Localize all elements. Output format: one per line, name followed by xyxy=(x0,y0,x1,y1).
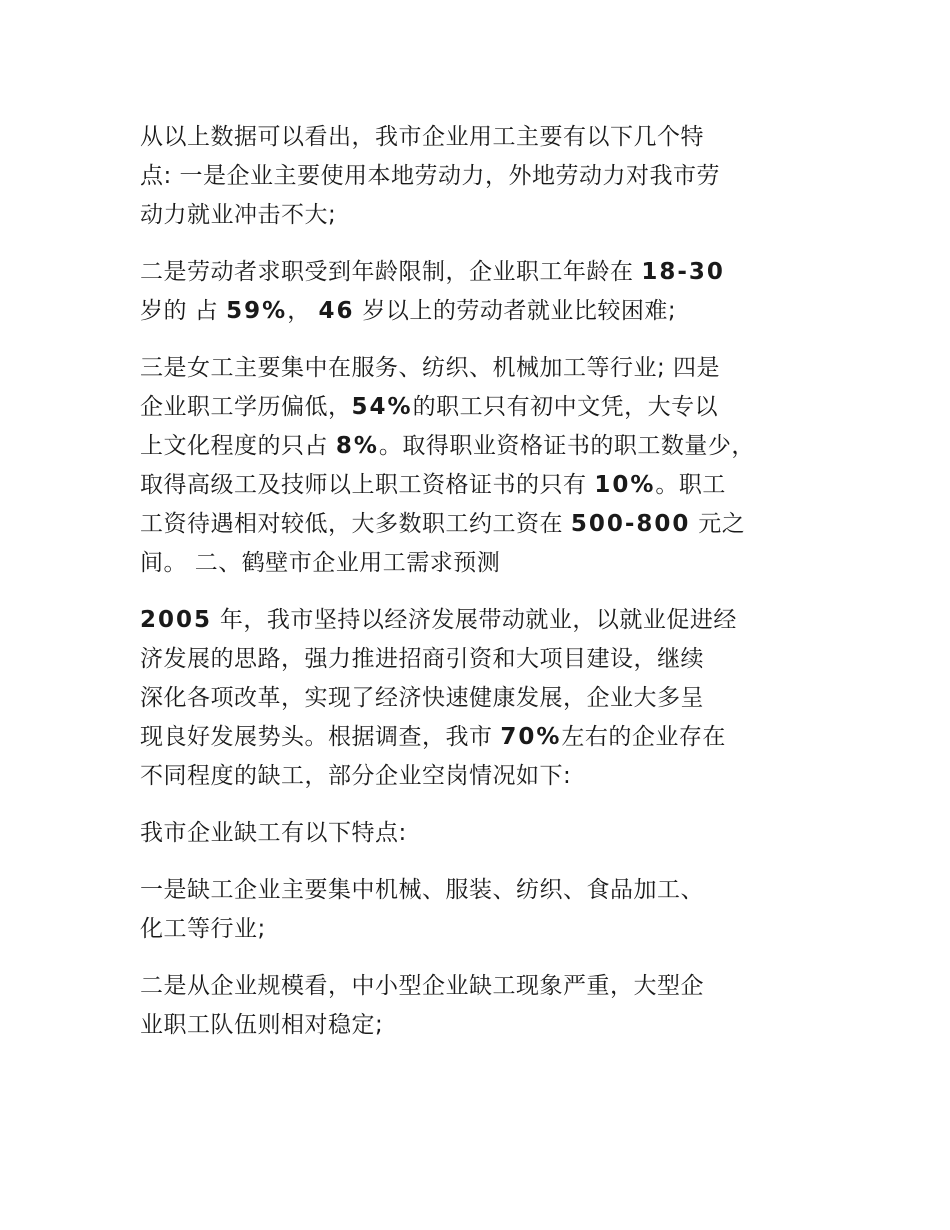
text-run: 岁的 占 xyxy=(140,298,227,324)
text-line xyxy=(140,967,840,1006)
bold-number: 8% xyxy=(335,433,379,459)
text-run: 我市企业缺工有以下特点: xyxy=(140,820,407,846)
text-run: 业职工队伍则相对稳定; xyxy=(140,1012,384,1038)
text-run: 工资待遇相对较低，大多数职工约工资在 xyxy=(140,511,571,537)
document-page xyxy=(140,118,840,1063)
text-run: 。取得职业资格证书的职工数量少， xyxy=(378,433,755,459)
text-line xyxy=(140,910,840,949)
text-line xyxy=(140,544,840,583)
text-run: 企业职工学历偏低， xyxy=(140,394,352,420)
text-run: ， xyxy=(287,298,319,324)
text-run: 化工等行业; xyxy=(140,916,266,942)
text-run: 二是从企业规模看，中小型企业缺工现象严重，大型企 xyxy=(140,973,704,999)
paragraph xyxy=(140,967,840,1045)
text-line xyxy=(140,196,840,235)
text-run: 动力就业冲击不大; xyxy=(140,202,337,228)
text-line xyxy=(140,292,840,331)
text-run: 间。 二、鹤壁市企业用工需求预测 xyxy=(140,550,501,576)
text-line xyxy=(140,601,840,640)
text-line xyxy=(140,505,840,544)
text-line xyxy=(140,427,840,466)
bold-number: 10% xyxy=(594,472,656,498)
text-line xyxy=(140,388,840,427)
text-run: 岁以上的劳动者就业比较困难; xyxy=(354,298,677,324)
bold-number: 54% xyxy=(351,394,413,420)
bold-number: 500-800 xyxy=(570,511,691,537)
text-run: 上文化程度的只占 xyxy=(140,433,336,459)
bold-number: 18-30 xyxy=(641,259,725,285)
text-line xyxy=(140,349,840,388)
bold-number: 2005 xyxy=(140,607,213,633)
paragraph xyxy=(140,601,840,796)
text-run: 的职工只有初中文凭，大专以 xyxy=(412,394,719,420)
text-line xyxy=(140,1006,840,1045)
text-run: 元之 xyxy=(690,511,746,537)
text-line xyxy=(140,253,840,292)
text-line xyxy=(140,718,840,757)
text-line xyxy=(140,640,840,679)
text-run: 取得高级工及技师以上职工资格证书的只有 xyxy=(140,472,595,498)
text-line xyxy=(140,118,840,157)
text-run: 现良好发展势头。根据调查，我市 xyxy=(140,724,501,750)
text-line xyxy=(140,757,840,796)
text-run: 深化各项改革，实现了经济快速健康发展，企业大多呈 xyxy=(140,685,704,711)
paragraph xyxy=(140,814,840,853)
text-run: 。职工 xyxy=(655,472,726,498)
text-run: 一是缺工企业主要集中机械、服装、纺织、食品加工、 xyxy=(140,877,704,903)
text-line xyxy=(140,157,840,196)
text-run: 年，我市坚持以经济发展带动就业，以就业促进经 xyxy=(212,607,737,633)
text-run: 点: 一是企业主要使用本地劳动力，外地劳动力对我市劳 xyxy=(140,163,721,189)
text-run: 不同程度的缺工，部分企业空岗情况如下: xyxy=(140,763,572,789)
text-line xyxy=(140,871,840,910)
text-line xyxy=(140,814,840,853)
paragraph xyxy=(140,253,840,331)
text-run: 从以上数据可以看出，我市企业用工主要有以下几个特 xyxy=(140,124,704,150)
text-line xyxy=(140,679,840,718)
paragraph xyxy=(140,349,840,583)
bold-number: 46 xyxy=(318,298,355,324)
text-run: 济发展的思路，强力推进招商引资和大项目建设，继续 xyxy=(140,646,704,672)
text-line xyxy=(140,466,840,505)
paragraph xyxy=(140,871,840,949)
text-run: 三是女工主要集中在服务、纺织、机械加工等行业; 四是 xyxy=(140,355,721,381)
text-run: 左右的企业存在 xyxy=(561,724,726,750)
paragraph xyxy=(140,118,840,235)
bold-number: 59% xyxy=(226,298,288,324)
bold-number: 70% xyxy=(500,724,562,750)
text-run: 二是劳动者求职受到年龄限制，企业职工年龄在 xyxy=(140,259,642,285)
